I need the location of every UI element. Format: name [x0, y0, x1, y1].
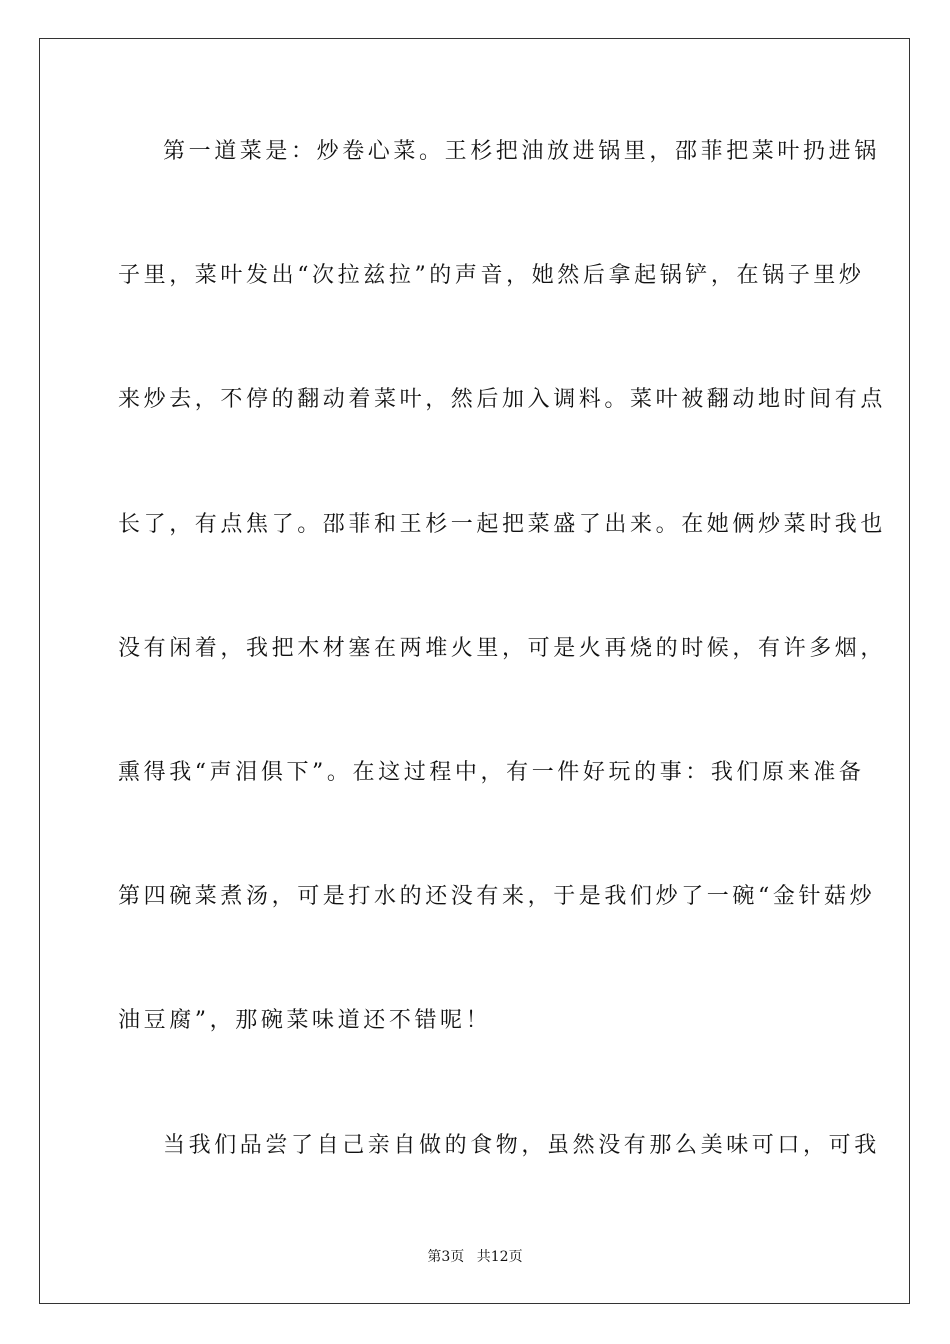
- paragraph-1-line-6: 熏得我“声泪俱下”。在这过程中，有一件好玩的事：我们原来准备: [118, 760, 865, 785]
- paragraph-1-line-7: 第四碗菜煮汤，可是打水的还没有来，于是我们炒了一碗“金针菇炒: [118, 884, 876, 909]
- paragraph-2-line-1: 当我们品尝了自己亲自做的食物，虽然没有那么美味可口，可我: [163, 1133, 880, 1158]
- page-border: [39, 38, 910, 1304]
- paragraph-1-line-3: 来炒去，不停的翻动着菜叶，然后加入调料。菜叶被翻动地时间有点: [118, 387, 887, 412]
- page-number: 第3页: [427, 1249, 465, 1265]
- paragraph-1-line-1: 第一道菜是：炒卷心菜。王杉把油放进锅里，邵菲把菜叶扔进锅: [163, 139, 880, 164]
- paragraph-1-line-8: 油豆腐”，那碗菜味道还不错呢！: [118, 1008, 492, 1033]
- paragraph-1-line-2: 子里，菜叶发出“次拉兹拉”的声音，她然后拿起锅铲，在锅子里炒: [118, 263, 865, 288]
- paragraph-1-line-4: 长了，有点焦了。邵菲和王杉一起把菜盛了出来。在她俩炒菜时我也: [118, 512, 887, 537]
- page-total: 共12页: [476, 1249, 523, 1265]
- paragraph-1-line-5: 没有闲着，我把木材塞在两堆火里，可是火再烧的时候，有许多烟，: [118, 636, 887, 661]
- page-footer: [0, 1248, 950, 1266]
